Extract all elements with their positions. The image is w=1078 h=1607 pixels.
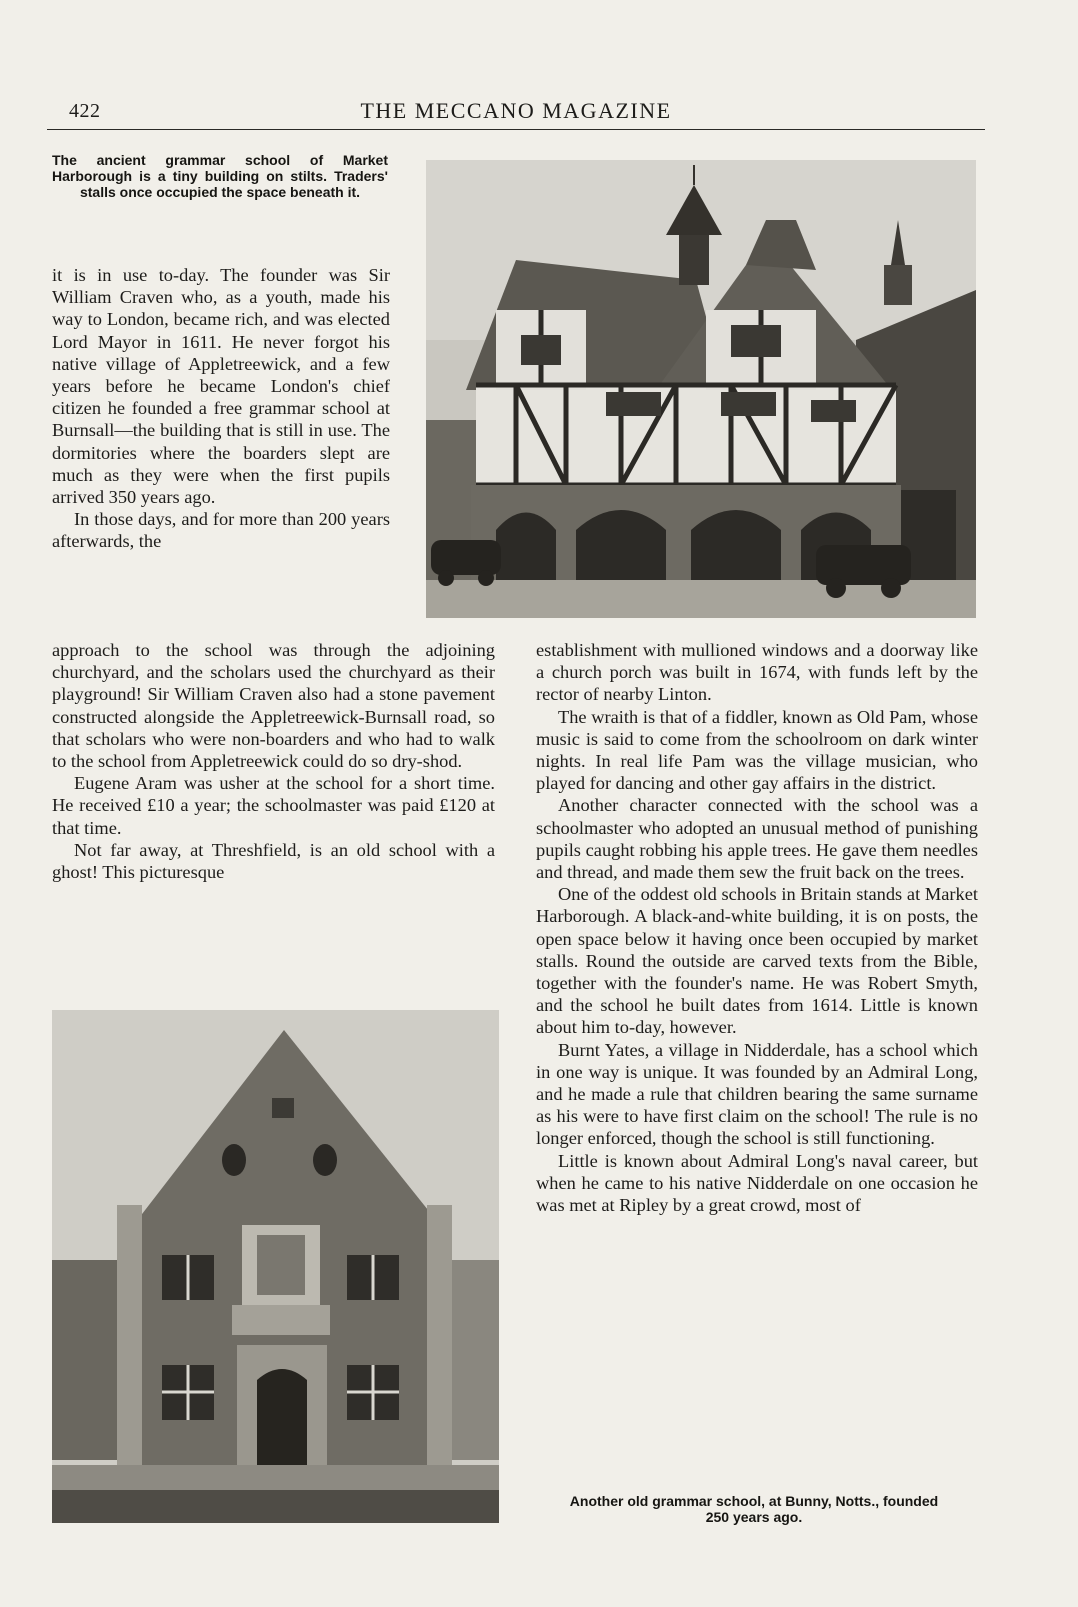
- text-column-left-upper: [52, 264, 390, 553]
- paragraph: approach to the school was through the adjoining churchyard, and the scholars used the churchyard as their playground! Sir William Craven also had a stone pavement constructed alongside the Appletreewick-Burnsall road, so that scholars who were non-boarders and who had to walk to the school from Appletreewick could do so dry-shod.: [52, 640, 495, 772]
- paragraph: establishment with mullioned windows and a doorway like a church porch was built in 1674, with funds left by the rector of nearby Linton.: [536, 640, 978, 705]
- paragraph: Burnt Yates, a village in Nidderdale, has a school which in one way is unique. It was founded by an Admiral Long, and he made a rule that children bearing the same surname as his were to have first claim on the school! The rule is no longer enforced, though the school is still functioning.: [536, 1039, 978, 1149]
- timber-framed-school-illustration: [426, 160, 976, 618]
- photo-market-harborough-school: [426, 160, 976, 618]
- page-header: [47, 96, 985, 130]
- paragraph: it is in use to-day. The founder was Sir William Craven who, as a youth, made his way to London, became rich, and was elected Lord Mayor in 1611. He never forgot his native village of Appletreewick, and a few years before he became London's chief citizen he founded a free grammar school at Burnsall—the building that is still in use. The dormitories where the boarders slept are much as they were when the first pupils arrived 350 years ago.: [52, 265, 390, 508]
- page-number: 422: [69, 100, 101, 122]
- magazine-title: THE MECCANO MAGAZINE: [360, 98, 672, 123]
- caption-market-harborough: The ancient grammar school of Market Harborough is a tiny building on stilts. Traders' stalls once occupied the space beneath it.: [52, 152, 388, 200]
- text-column-right: [536, 639, 978, 1216]
- caption-line: 250 years ago.: [705, 1509, 803, 1525]
- paragraph: Eugene Aram was usher at the school for a short time. He received £10 a year; the schoolmaster was paid £120 at that time.: [52, 773, 495, 838]
- paragraph: In those days, and for more than 200 years afterwards, the: [52, 509, 390, 552]
- gabled-school-illustration: [52, 1010, 499, 1523]
- paragraph: The wraith is that of a fiddler, known as Old Pam, whose music is said to come from the schoolroom on dark winter nights. In real life Pam was the village musician, who played for dancing and other gay affairs in the district.: [536, 706, 978, 794]
- caption-line: Another old grammar school, at Bunny, Notts., founded: [569, 1493, 939, 1509]
- paragraph: Little is known about Admiral Long's naval career, but when he came to his native Nidderdale on one occasion he was met at Ripley by a great crowd, most of: [536, 1150, 978, 1216]
- header-rule: [47, 129, 985, 130]
- paragraph: Another character connected with the school was a schoolmaster who adopted an unusual method of punishing pupils caught robbing his apple trees. He gave them needles and thread, and made them sew the fruit back on the trees.: [536, 795, 978, 883]
- paragraph: Not far away, at Threshfield, is an old school with a ghost! This picturesque: [52, 839, 495, 883]
- caption-bunny-school: [530, 1493, 978, 1525]
- photo-bunny-grammar-school: [52, 1010, 499, 1523]
- paragraph: One of the oddest old schools in Britain stands at Market Harborough. A black-and-white building, it is on posts, the open space below it having once been occupied by market stalls. Round the outside are carved texts from the Bible, together with the founder's name. He was Robert Smyth, and the school he built dates from 1614. Little is known about him to-day, however.: [536, 884, 978, 1038]
- text-column-left-lower: [52, 639, 495, 883]
